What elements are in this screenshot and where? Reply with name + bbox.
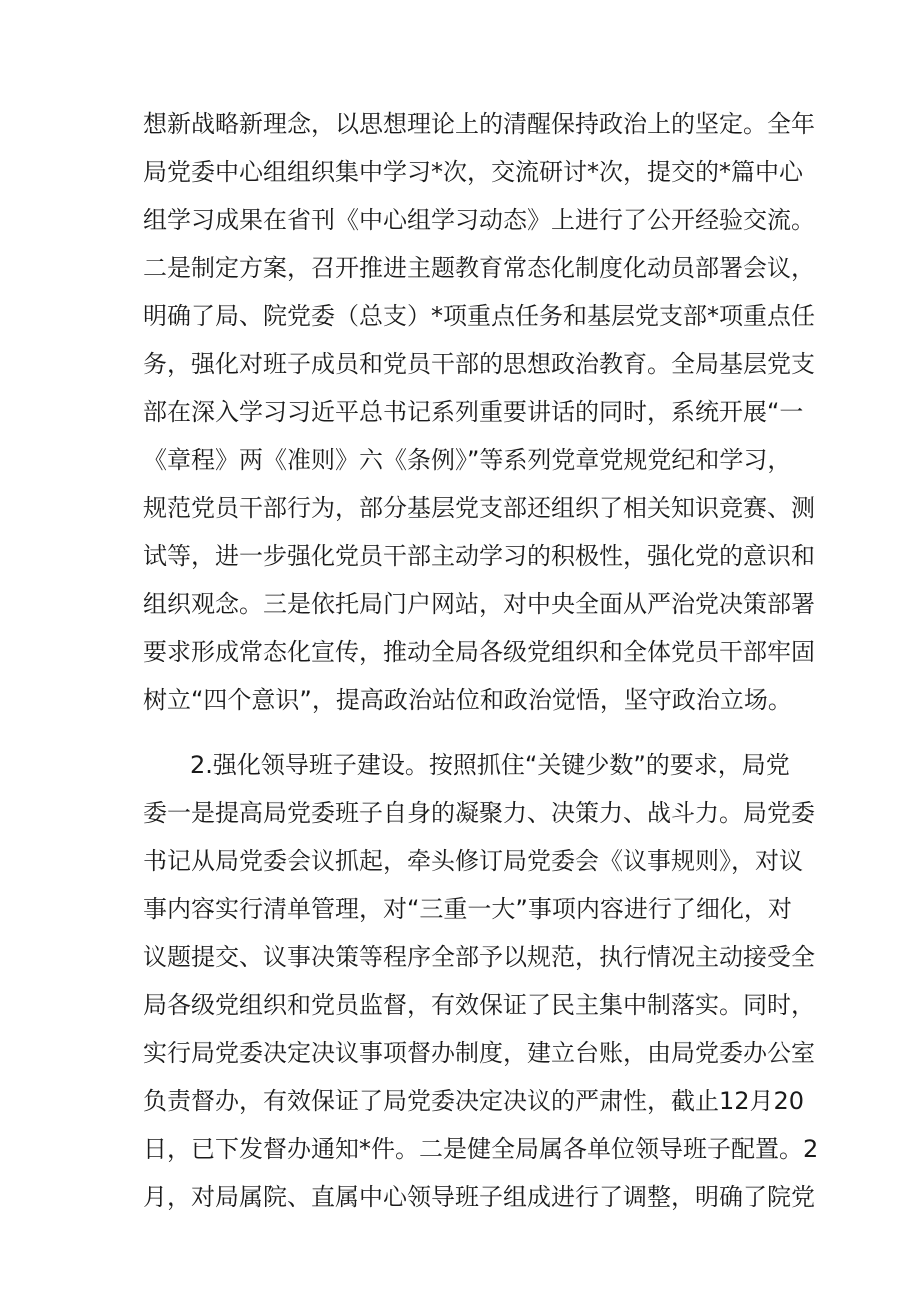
text-line: 组学习成果在省刊《中心组学习动态》上进行了公开经验交流。 — [143, 206, 815, 234]
text-line: 部在深入学习习近平总书记系列重要讲话的同时，系统开展“一 — [143, 398, 804, 426]
text-line: 书记从局党委会议抓起，牵头修订局党委会《议事规则》，对议 — [143, 847, 803, 875]
text-line: 实行局党委决定决议事项督办制度，建立台账，由局党委办公室 — [143, 1039, 815, 1067]
text-line: 树立“四个意识”，提高政治站位和政治觉悟，坚守政治立场。 — [143, 686, 792, 714]
text-line: 明确了局、院党委（总支）*项重点任务和基层党支部*项重点任 — [143, 302, 815, 330]
text-line: 组织观念。三是依托局门户网站，对中央全面从严治党决策部署 — [143, 590, 815, 618]
text-line: 局各级党组织和党员监督，有效保证了民主集中制落实。同时， — [143, 991, 815, 1019]
text-line: 负责督办，有效保证了局党委决定决议的严肃性，截止12月20 — [143, 1087, 805, 1115]
text-line: 《章程》两《准则》六《条例》”等系列党章党规党纪和学习， — [143, 446, 792, 474]
text-line: 二是制定方案，召开推进主题教育常态化制度化动员部署会议， — [143, 254, 815, 282]
text-line: 议题提交、议事决策等程序全部予以规范，执行情况主动接受全 — [143, 943, 815, 971]
text-line: 想新战略新理念，以思想理论上的清醒保持政治上的坚定。全年 — [143, 110, 815, 138]
text-line: 事内容实行清单管理，对“三重一大”事项内容进行了细化，对 — [143, 895, 792, 923]
text-line: 规范党员干部行为，部分基层党支部还组织了相关知识竞赛、测 — [143, 494, 815, 522]
text-line: 委一是提高局党委班子自身的凝聚力、决策力、战斗力。局党委 — [143, 799, 815, 827]
text-line: 务，强化对班子成员和党员干部的思想政治教育。全局基层党支 — [143, 350, 815, 378]
text-line: 月，对局属院、直属中心领导班子组成进行了调整，明确了院党 — [143, 1183, 815, 1211]
text-line: 要求形成常态化宣传，推动全局各级党组织和全体党员干部牢固 — [143, 638, 815, 666]
text-line: 2.强化领导班子建设。按照抓住“关键少数”的要求，局党 — [190, 751, 790, 779]
text-line: 局党委中心组组织集中学习*次，交流研讨*次，提交的*篇中心 — [143, 158, 803, 186]
text-line: 日，已下发督办通知*件。二是健全局属各单位领导班子配置。2 — [143, 1135, 819, 1163]
text-line: 试等，进一步强化党员干部主动学习的积极性，强化党的意识和 — [143, 542, 815, 570]
